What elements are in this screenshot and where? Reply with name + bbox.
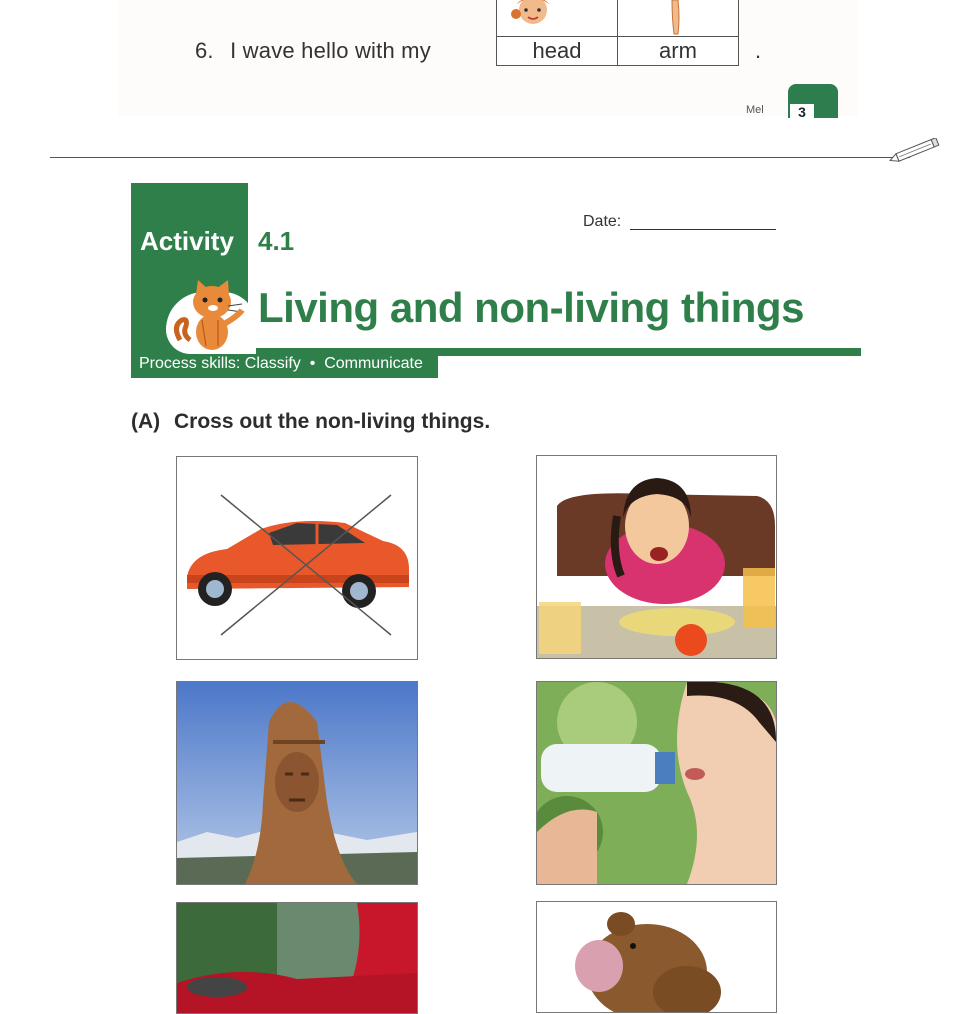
question-period: . bbox=[755, 38, 762, 63]
image-wooden-statue[interactable] bbox=[176, 681, 418, 885]
statue-illustration bbox=[177, 682, 417, 884]
instruction-heading bbox=[131, 410, 490, 434]
question-6 bbox=[195, 38, 431, 64]
head-picture-cell bbox=[496, 0, 618, 36]
woman-drinking-illustration bbox=[537, 682, 776, 884]
page-number: 3 bbox=[790, 104, 814, 120]
question-text: I wave hello with my bbox=[230, 38, 431, 63]
car-illustration bbox=[177, 457, 417, 659]
question-number: 6. bbox=[195, 38, 214, 63]
instruction-text: Cross out the non-living things. bbox=[174, 410, 491, 433]
cat-mascot-icon bbox=[172, 280, 258, 352]
toy-bear-illustration bbox=[537, 902, 776, 1012]
girl-eating-illustration bbox=[537, 456, 776, 658]
section-label: (A) bbox=[131, 410, 161, 433]
image-toy-car[interactable] bbox=[176, 456, 418, 660]
pencil-icon bbox=[888, 138, 944, 162]
page-title: Living and non-living things bbox=[258, 284, 804, 331]
red-object-illustration bbox=[177, 903, 417, 1013]
page-divider bbox=[50, 157, 910, 158]
arm-picture-cell bbox=[617, 0, 739, 36]
footer-text: Mel bbox=[746, 104, 764, 116]
image-woman-drinking[interactable] bbox=[536, 681, 777, 885]
option-arm[interactable]: arm bbox=[617, 36, 739, 66]
girl-head-icon bbox=[497, 0, 617, 36]
arm-icon bbox=[618, 0, 738, 36]
process-skills-text: Process skills: Classify • Communicate bbox=[139, 355, 423, 372]
image-girl-eating[interactable] bbox=[536, 455, 777, 659]
date-label: Date: bbox=[583, 213, 622, 230]
activity-label: Activity bbox=[140, 226, 234, 256]
image-red-object[interactable] bbox=[176, 902, 418, 1014]
option-head[interactable]: head bbox=[496, 36, 618, 66]
date-field-line[interactable] bbox=[630, 229, 776, 230]
activity-number: 4.1 bbox=[258, 226, 295, 256]
image-toy-bear[interactable] bbox=[536, 901, 777, 1013]
